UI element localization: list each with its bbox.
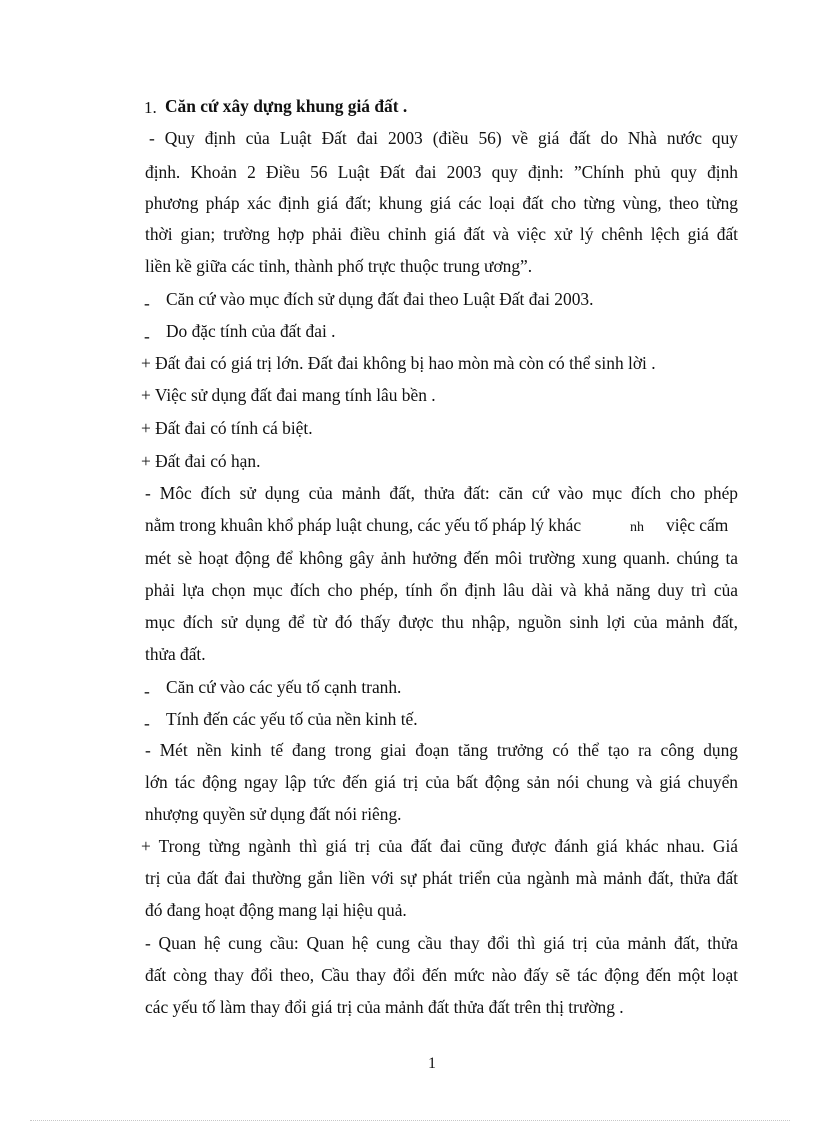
text-line: mục đích sử dụng để từ đó thấy được thu nhập, nguồn sinh lợi của mảnh đất, [145,612,738,632]
text-line: việc cấm [666,515,729,535]
text-line: liền kề giữa các tỉnh, thành phố trực thuộc trung ương”. [145,256,533,276]
list-item-text: Do đặc tính của đất đai . [166,321,336,341]
page-bottom-rule [30,1120,790,1121]
list-item-text: Căn cứ vào mục đích sử dụng đất đai theo Luật Đất đai 2003. [166,289,594,309]
text-line: - Môc đích sử dụng của mảnh đất, thửa đất: căn cứ vào mục đích cho phép [145,483,738,503]
bullet-dash: - [144,681,150,701]
bullet-dash: - [144,713,150,733]
text-line: định. Khoản 2 Điều 56 Luật Đất đai 2003 quy định: ”Chính phủ quy định [145,162,738,182]
text-line: nằm trong khuân khổ pháp luật chung, các yếu tố pháp lý khác [145,515,582,535]
page-number: 1 [428,1055,436,1072]
text-line: thửa đất. [145,644,206,664]
list-item: + Việc sử dụng đất đai mang tính lâu bền . [141,385,436,405]
bullet-dash: - [144,326,150,346]
text-line: đất còng thay đổi theo, Cầu thay đổi đến mức nào đấy sẽ tác động đến một loạt [145,965,738,985]
list-item: + Đất đai có tính cá biệt. [141,418,313,438]
text-line: trị của đất đai thường gắn liền với sự phát triển của ngành mà mảnh đất, thửa đất [145,868,738,888]
list-item: + Đất đai có giá trị lớn. Đất đai không bị hao mòn mà còn có thể sinh lời . [141,353,656,373]
text-line: phải lựa chọn mục đích cho phép, tính ổn định lâu dài và khả năng duy trì của [145,580,738,600]
heading-number: 1. [144,98,157,117]
text-line: thời gian; trường hợp phải điều chỉnh giá đất và việc xử lý chênh lệch giá đất [145,224,738,244]
text-line: - Quan hệ cung cầu: Quan hệ cung cầu thay đổi thì giá trị của mảnh đất, thửa [145,933,738,953]
text-line: đó đang hoạt động mang lại hiệu quả. [145,900,407,920]
section-heading: Căn cứ xây dựng khung giá đất . [165,96,408,116]
text-line: mét sè hoạt động để không gây ảnh hưởng đến môi trường xung quanh. chúng ta [145,548,738,568]
list-item-text: Căn cứ vào các yếu tố cạnh tranh. [166,677,402,697]
text-line: - Quy định của Luật Đất đai 2003 (điều 56) về giá đất do Nhà nước quy [149,128,738,148]
text-line: nhượng quyền sử dụng đất nói riêng. [145,804,402,824]
text-fragment: nh [630,520,644,535]
bullet-dash: - [144,293,150,313]
text-line: + Trong từng ngành thì giá trị của đất đai cũng được đánh giá khác nhau. Giá [141,836,738,856]
text-line: các yếu tố làm thay đổi giá trị của mảnh đất thửa đất trên thị trường . [145,997,624,1017]
text-line: - Mét nền kinh tế đang trong giai đoạn tăng trưởng có thể tạo ra công dụng [145,740,738,760]
list-item-text: Tính đến các yếu tố của nền kinh tế. [166,709,418,729]
list-item: + Đất đai có hạn. [141,451,261,471]
text-line: lớn tác động ngay lập tức đến giá trị của bất động sản nói chung và giá chuyển [145,772,738,792]
text-line: phương pháp xác định giá đất; khung giá các loại đất cho từng vùng, theo từng [145,193,738,213]
